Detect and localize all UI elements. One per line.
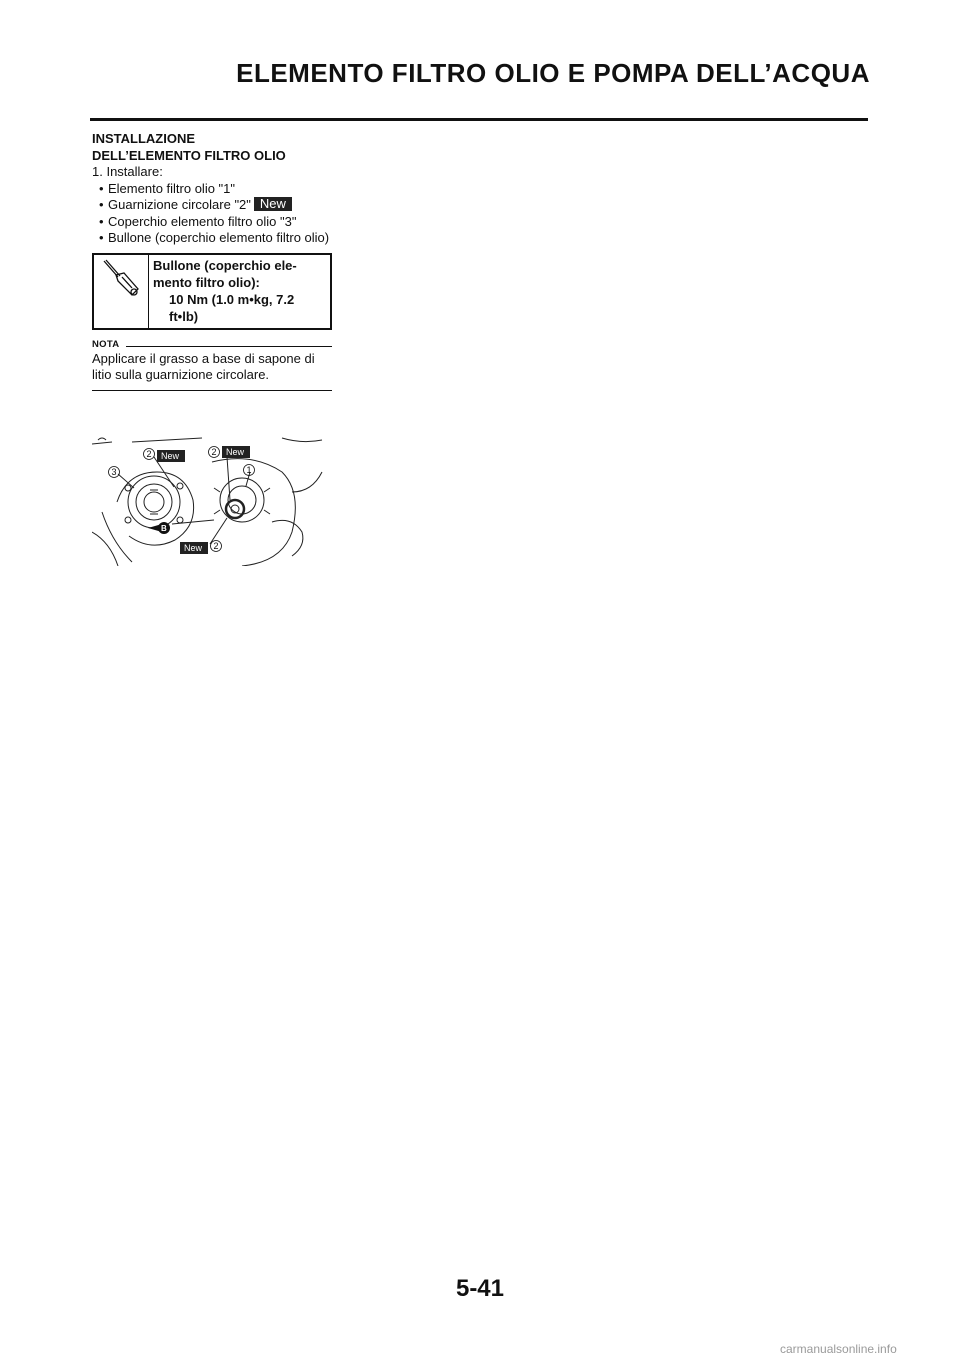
step-1: 1. Installare:: [92, 164, 163, 179]
list-item: • Coperchio elemento filtro olio "3": [92, 214, 332, 231]
section-title-line1: INSTALLAZIONE: [92, 131, 196, 146]
note-top-rule: [126, 346, 332, 347]
callout-2-label: 2: [211, 447, 217, 457]
callout-1-label: 1: [246, 465, 252, 475]
new-badge: New: [226, 447, 245, 457]
oil-filter-illustration: [92, 432, 328, 566]
header-divider: [90, 118, 868, 121]
callout-2-label: 2: [213, 541, 219, 551]
list-item: • Bullone (coperchio elemento filtro olio): [92, 230, 332, 247]
section-title-line2: DELL’ELEMENTO FILTRO OLIO: [92, 147, 286, 163]
list-item: • Elemento filtro olio "1": [92, 181, 332, 198]
note-label: NOTA: [92, 338, 120, 350]
torque-wrench-icon: [94, 255, 149, 328]
note-block: [92, 340, 332, 391]
callout-3-label: 3: [111, 467, 117, 477]
left-column: [92, 131, 332, 391]
grease-marker-b: B: [161, 524, 167, 533]
page-header-title: ELEMENTO FILTRO OLIO E POMPA DELL’ACQUA: [236, 58, 870, 88]
callout-2-label: 2: [146, 449, 152, 459]
note-text: Applicare il grasso a base di sapone di litio sulla guarnizione circolare.: [92, 350, 315, 382]
page-number: 5-41: [455, 1275, 505, 1302]
parts-list: [92, 181, 332, 247]
list-item: • Guarnizione circolare "2" New: [92, 197, 332, 214]
new-badge: New: [254, 197, 292, 211]
torque-spec-box: [92, 253, 332, 330]
new-badge: New: [161, 451, 180, 461]
watermark: carmanualsonline.info: [780, 1342, 897, 1356]
note-bottom-rule: [92, 390, 332, 391]
new-badge: New: [184, 543, 203, 553]
torque-spec-text: Bullone (coperchio ele- mento filtro olio): 10 Nm (1.0 m•kg, 7.2 ft•lb): [153, 257, 297, 324]
